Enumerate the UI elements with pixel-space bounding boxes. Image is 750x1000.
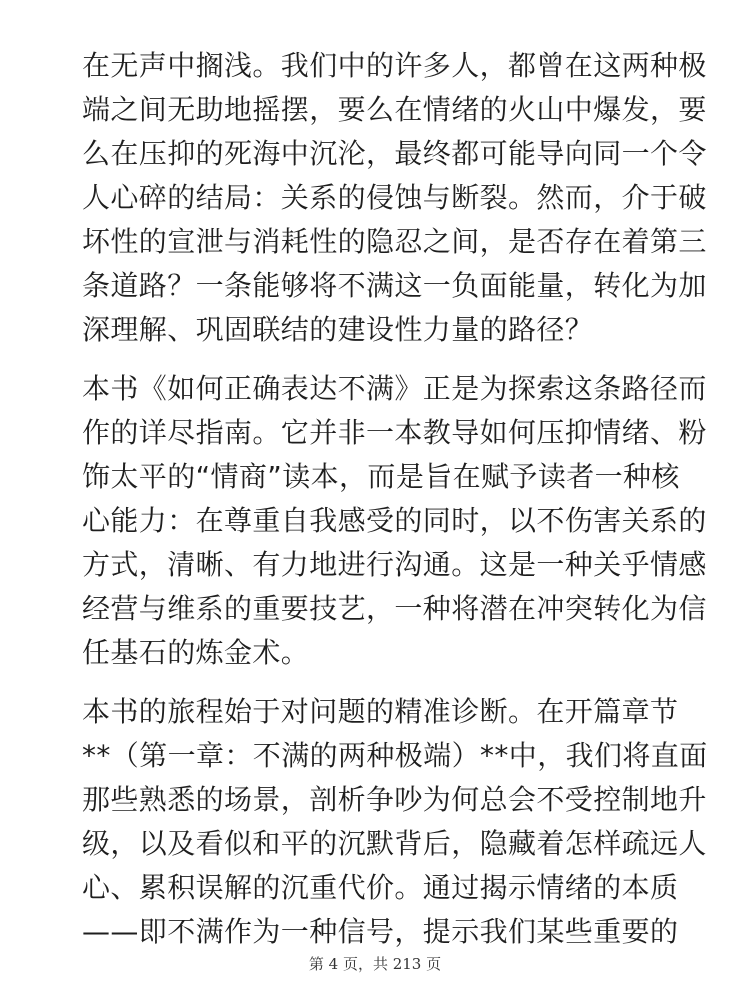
paragraph	[82, 690, 708, 954]
text-line: **（第一章：不满的两种极端）**中，我们将直面	[82, 739, 708, 772]
text-line: 坏性的宣泄与消耗性的隐忍之间，是否存在着第三	[82, 225, 707, 258]
text-line: 作的详尽指南。它并非一本教导如何压抑情绪、粉	[82, 416, 707, 449]
paragraph	[82, 367, 707, 675]
paragraph-spacer	[82, 352, 672, 367]
paragraph-spacer	[82, 675, 672, 690]
text-line: 本书《如何正确表达不满》正是为探索这条路径而	[82, 372, 707, 405]
text-line: 本书的旅程始于对问题的精准诊断。在开篇章节	[82, 695, 679, 728]
text-line: 心、累积误解的沉重代价。通过揭示情绪的本质	[82, 871, 679, 904]
text-line: 任基石的炼金术。	[82, 636, 310, 669]
text-line: 那些熟悉的场景，剖析争吵为何总会不受控制地升	[82, 783, 707, 816]
text-line: 经营与维系的重要技艺，一种将潜在冲突转化为信	[82, 592, 707, 625]
text-line: 人心碎的结局：关系的侵蚀与断裂。然而，介于破	[82, 181, 707, 214]
body-text	[82, 44, 708, 954]
text-line: ——即不满作为一种信号，提示我们某些重要的	[82, 915, 679, 948]
text-line: 饰太平的“情商”读本，而是旨在赋予读者一种核	[82, 460, 680, 493]
text-line: 方式，清晰、有力地进行沟通。这是一种关乎情感	[82, 548, 707, 581]
text-line: 端之间无助地摇摆，要么在情绪的火山中爆发，要	[82, 93, 707, 126]
page-number-footer: 第 4 页，共 213 页	[308, 955, 442, 973]
text-line: 条道路？一条能够将不满这一负面能量，转化为加	[82, 269, 707, 302]
text-line: 深理解、巩固联结的建设性力量的路径？	[82, 313, 594, 346]
text-line: 心能力：在尊重自我感受的同时，以不伤害关系的	[82, 504, 707, 537]
text-line: 级，以及看似和平的沉默背后，隐藏着怎样疏远人	[82, 827, 707, 860]
text-line: 么在压抑的死海中沉沦，最终都可能导向同一个令	[82, 137, 707, 170]
paragraph	[82, 44, 707, 352]
text-line: 在无声中搁浅。我们中的许多人，都曾在这两种极	[82, 49, 707, 82]
